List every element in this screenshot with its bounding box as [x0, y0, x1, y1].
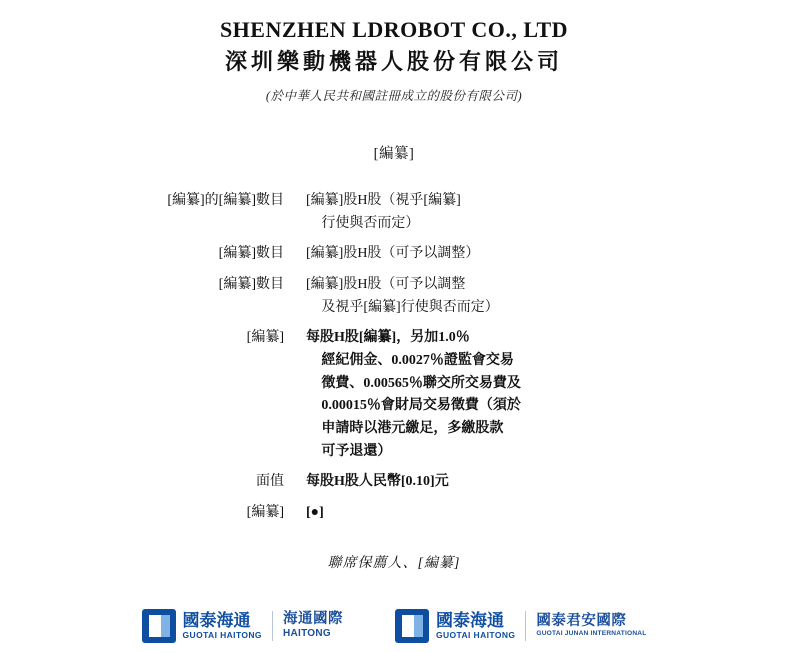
term-value [306, 464, 714, 495]
term-value-line: [●] [306, 505, 324, 521]
company-name-english: SHENZHEN LDROBOT CO., LTD [219, 17, 569, 42]
logo-guotai-haitong-guotai-junan-international [395, 609, 647, 643]
term-value-line: 及視乎[編纂]行使與否而定） [321, 299, 499, 315]
term-value-line: [編纂]股H股（可予以調整 [306, 277, 466, 293]
term-value-line: 經紀佣金、0.0027％證監會交易 [321, 353, 514, 369]
term-value [306, 236, 714, 267]
guotai-junan-international-wordmark [536, 614, 646, 638]
guotai-haitong-wordmark [183, 612, 262, 641]
logo-guotai-haitong-haitong-international [142, 609, 343, 643]
term-row [74, 495, 714, 526]
term-value-line: 每股H股[編纂]，另加1.0％ [306, 330, 470, 346]
incorporation-note: (於中華人民共和國註冊成立的股份有限公司) [265, 89, 523, 104]
logo-sub-en-text: HAITONG [282, 628, 331, 640]
term-label: [編纂]數目 [218, 277, 284, 293]
term-value-line: 行使與否而定） [321, 215, 420, 231]
term-row [74, 267, 714, 320]
section-title: [編纂] [373, 146, 415, 163]
term-value-line: 每股H股人民幣[0.10]元 [306, 474, 449, 490]
logo-en-text: GUOTAI HAITONG [435, 630, 516, 641]
term-row [74, 464, 714, 495]
joint-sponsors-line: 聯席保薦人、[編纂] [327, 555, 461, 571]
term-label: [編纂] [246, 330, 284, 346]
logo-divider [525, 611, 526, 641]
guotai-haitong-logo-mark [395, 609, 429, 643]
term-value-line: [編纂]股H股（可予以調整） [306, 246, 480, 262]
term-value [306, 267, 714, 320]
term-value-line: 申請時以港元繳足，多繳股款 [321, 421, 504, 437]
term-value [306, 320, 714, 464]
guotai-haitong-wordmark [436, 612, 515, 641]
term-value-line: [編纂]股H股（視乎[編纂] [306, 193, 461, 209]
term-value-line: 0.00015％會財局交易徵費（須於 [321, 398, 521, 414]
document-header [0, 0, 788, 104]
term-label: [編纂] [246, 505, 284, 521]
term-row [74, 320, 714, 464]
term-value-line: 可予退還） [321, 443, 392, 459]
term-label: [編纂]數目 [218, 246, 284, 262]
logo-divider [272, 611, 273, 641]
company-name-chinese: 深圳樂動機器人股份有限公司 [224, 48, 563, 74]
logo-cn-text: 國泰海通 [182, 610, 251, 630]
haitong-international-wordmark [283, 612, 343, 640]
logo-sub-en-text: GUOTAI JUNAN INTERNATIONAL [536, 630, 647, 638]
footer-logos [0, 609, 788, 643]
logo-cn-text: 國泰海通 [435, 610, 504, 630]
term-row [74, 236, 714, 267]
offering-terms-table [74, 189, 714, 526]
term-value [306, 495, 714, 526]
term-value [306, 189, 714, 236]
term-row [74, 189, 714, 236]
logo-sub-cn-text: 海通國際 [282, 611, 343, 628]
guotai-haitong-logo-mark [142, 609, 176, 643]
logo-sub-cn-text: 國泰君安國際 [536, 612, 627, 629]
logo-en-text: GUOTAI HAITONG [182, 630, 262, 641]
term-label: [編纂]的[編纂]數目 [167, 193, 284, 209]
term-label: 面值 [256, 474, 284, 490]
term-value-line: 徵費、0.00565％聯交所交易費及 [321, 375, 521, 391]
